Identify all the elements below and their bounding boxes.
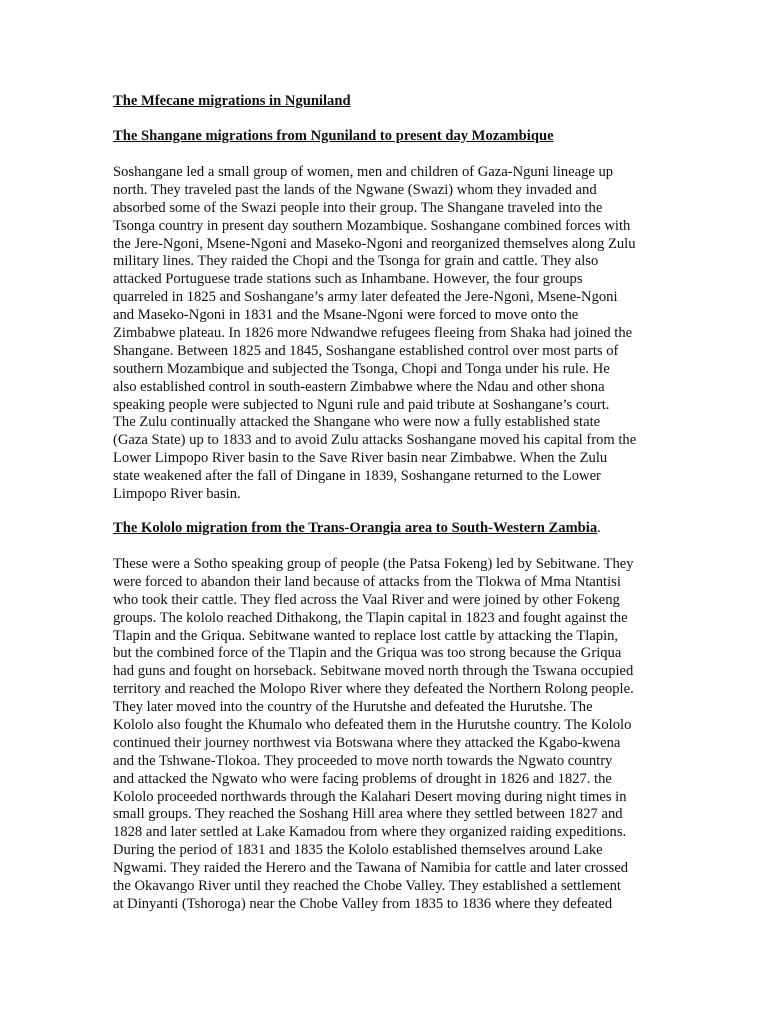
paragraph-line: the Okavango River until they reached the Chobe Valley. They established a settlement (113, 878, 621, 895)
paragraph-line: Zimbabwe plateau. In 1826 more Ndwandwe refugees fleeing from Shaka had joined the (113, 325, 633, 342)
paragraph-line: at Dinyanti (Tshoroga) near the Chobe Valley from 1835 to 1836 where they defeated (113, 895, 613, 912)
paragraph-line: The Zulu continually attacked the Shangane who were now a fully established state (113, 414, 601, 431)
paragraph-line: territory and reached the Molopo River where they defeated the Northern Rolong people. (113, 681, 634, 698)
paragraph-line: 1828 and later settled at Lake Kamadou from where they organized raiding expeditions. (113, 824, 627, 841)
paragraph-line: Tsonga country in present day southern Mozambique. Soshangane combined forces with (113, 217, 631, 234)
paragraph-line: Shangane. Between 1825 and 1845, Soshangane established control over most parts of (113, 342, 619, 359)
paragraph-line: and attacked the Ngwato who were facing problems of drought in 1826 and 1827. the (113, 770, 612, 787)
document-title (113, 93, 661, 111)
paragraph-line: southern Mozambique and subjected the Tsonga, Chopi and Tonga under his rule. He (113, 360, 610, 377)
paragraph-line: Lower Limpopo River basin to the Save River basin near Zimbabwe. When the Zulu (113, 450, 608, 467)
paragraph-line: groups. The kololo reached Dithakong, the Tlapin capital in 1823 and fought against the (113, 609, 628, 626)
paragraph-line: attacked Portuguese trade stations such as Inhambane. However, the four groups (113, 271, 583, 288)
paragraph-line: and the Tshwane-Tlokoa. They proceeded to move north towards the Ngwato country (113, 752, 613, 769)
paragraph-line: These were a Sotho speaking group of people (the Patsa Fokeng) led by Sebitwane. They (113, 556, 634, 572)
paragraph-line: Kololo proceeded northwards through the Kalahari Desert moving during night times in (113, 788, 627, 805)
paragraph-line: the Jere-Ngoni, Msene-Ngoni and Maseko-Ngoni and reorganized themselves along Zulu (113, 235, 636, 252)
paragraph-line: had guns and fought on horseback. Sebitwane moved north through the Tswana occupied (113, 663, 634, 680)
paragraph-line: also established control in south-eastern Zimbabwe where the Ndau and other shona (113, 378, 605, 395)
paragraph-line: Limpopo River basin. (113, 486, 241, 503)
paragraph-line: but the combined force of the Tlapin and the Griqua was too strong because the Griqua (113, 645, 622, 662)
paragraph-line: small groups. They reached the Soshang Hill area where they settled between 1827 and (113, 806, 623, 823)
paragraph-line: continued their journey northwest via Botswana where they attacked the Kgabo-kwena (113, 734, 621, 751)
document-title-text: The Mfecane migrations in Nguniland (113, 93, 351, 109)
paragraph-line: north. They traveled past the lands of the Ngwane (Swazi) whom they invaded and (113, 181, 597, 198)
paragraph-line: (Gaza State) up to 1833 and to avoid Zulu attacks Soshangane moved his capital from the (113, 432, 637, 449)
section-heading-kololo (113, 520, 661, 538)
paragraph-line: Ngwami. They raided the Herero and the Tawana of Namibia for cattle and later crossed (113, 860, 629, 877)
paragraph-line: quarreled in 1825 and Soshangane’s army later defeated the Jere-Ngoni, Msene-Ngoni (113, 289, 618, 306)
paragraph-kololo (113, 556, 661, 914)
paragraph-shangane (113, 164, 661, 504)
paragraph-line: They later moved into the country of the Hurutshe and defeated the Hurutshe. The (113, 699, 593, 716)
paragraph-line: who took their cattle. They fled across the Vaal River and were joined by other Fokeng (113, 591, 620, 608)
section-heading-shangane (113, 128, 661, 146)
paragraph-line: were forced to abandon their land because of attacks from the Tlokwa of Mma Ntantisi (113, 573, 621, 590)
paragraph-line: state weakened after the fall of Dingane in 1839, Soshangane returned to the Lower (113, 468, 601, 485)
paragraph-line: absorbed some of the Swazi people into their group. The Shangane traveled into the (113, 199, 603, 216)
paragraph-line: Soshangane led a small group of women, men and children of Gaza-Nguni lineage up (113, 164, 614, 180)
paragraph-line: speaking people were subjected to Nguni rule and paid tribute at Soshangane’s court. (113, 396, 610, 413)
paragraph-line: and Maseko-Ngoni in 1831 and the Msane-Ngoni were forced to move onto the (113, 307, 579, 324)
section-heading-kololo-suffix: . (597, 520, 601, 536)
paragraph-line: During the period of 1831 and 1835 the Kololo established themselves around Lake (113, 842, 603, 859)
section-heading-shangane-text: The Shangane migrations from Nguniland to present day Mozambique (113, 128, 554, 144)
paragraph-line: military lines. They raided the Chopi and the Tsonga for grain and cattle. They also (113, 253, 599, 270)
section-heading-kololo-text: The Kololo migration from the Trans-Orangia area to South-Western Zambia (113, 520, 598, 536)
paragraph-line: Kololo also fought the Khumalo who defeated them in the Hurutshe country. The Kololo (113, 717, 632, 734)
paragraph-line: Tlapin and the Griqua. Sebitwane wanted to replace lost cattle by attacking the Tlapin, (113, 627, 619, 644)
